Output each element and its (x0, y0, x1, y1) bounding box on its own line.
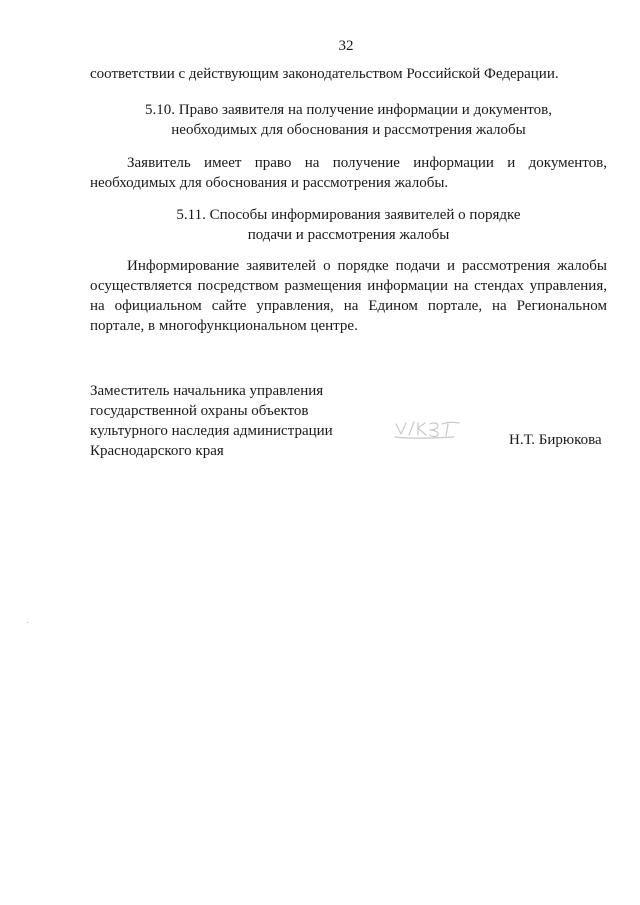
section-5-10-heading-line-1: 5.10. Право заявителя на получение информации и документов, (145, 102, 552, 118)
section-5-10-paragraph (90, 153, 607, 193)
signatory-position (90, 381, 350, 461)
handwritten-signature (392, 416, 462, 442)
section-5-11-heading-line-1: 5.11. Способы информирования заявителей о порядке (176, 207, 521, 223)
section-5-10-paragraph-line-1: Заявитель имеет право на получение информации и документов, (127, 155, 607, 171)
section-5-11-paragraph-line-2: осуществляется посредством размещения информации на стендах управления, (90, 278, 607, 294)
section-5-10-heading (90, 100, 607, 140)
scan-speck (27, 622, 28, 623)
signatory-position-line-2: государственной охраны объектов (90, 403, 309, 419)
section-5-10-heading-line-2: необходимых для обоснования и рассмотрения жалобы (171, 122, 526, 138)
section-5-11-paragraph-line-3: на официальном сайте управления, на Едином портале, на Региональном (90, 298, 607, 314)
signatory-position-line-4: Краснодарского края (90, 443, 224, 459)
signatory-position-line-1: Заместитель начальника управления (90, 383, 324, 399)
page-number: 32 (338, 38, 354, 54)
section-5-11-paragraph-line-4: портале, в многофункциональном центре. (90, 318, 358, 334)
section-5-11-heading (90, 205, 607, 245)
section-5-11-heading-line-2: подачи и рассмотрения жалобы (247, 227, 450, 243)
signer-name: Н.Т. Бирюкова (509, 432, 602, 448)
section-5-11-paragraph-line-1: Информирование заявителей о порядке подачи и рассмотрения жалобы (127, 258, 607, 274)
signatory-position-line-3: культурного наследия администрации (90, 423, 333, 439)
section-5-11-paragraph (90, 256, 607, 336)
section-5-10-paragraph-line-2: необходимых для обоснования и рассмотрения жалобы. (90, 175, 449, 191)
continuation-text: соответствии с действующим законодательством Российской Федерации. (90, 66, 559, 82)
